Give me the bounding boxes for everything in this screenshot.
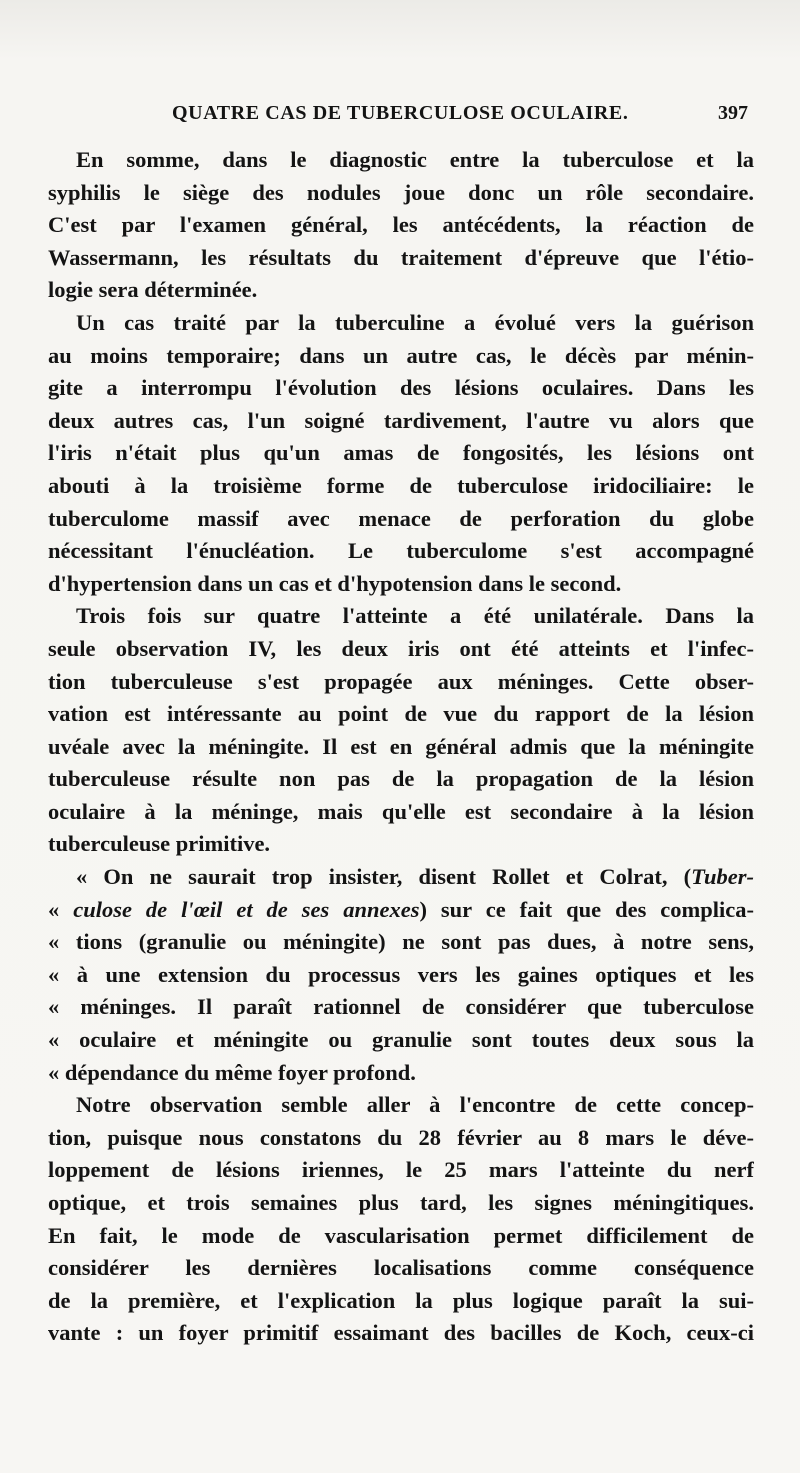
text-line xyxy=(48,1089,754,1122)
text-line xyxy=(48,1057,754,1090)
line-text: Trois fois sur quatre l'atteinte a été unilatérale. Dans la xyxy=(76,603,754,629)
text-line xyxy=(48,959,754,992)
text-line xyxy=(48,796,754,829)
line-text: d'hypertension dans un cas et d'hypotension dans le second. xyxy=(48,570,622,596)
line-text: Wassermann, les résultats du traitement d'épreuve que l'étio- xyxy=(48,244,754,270)
body-text xyxy=(48,144,754,1350)
line-text: Un cas traité par la tuberculine a évolué vers la guérison xyxy=(76,309,754,335)
line-text: C'est par l'examen général, les antécédents, la réaction de xyxy=(48,212,754,238)
line-text: « On ne saurait trop insister, disent Rollet et Colrat, ( xyxy=(76,864,692,890)
text-line xyxy=(48,340,754,373)
text-line xyxy=(48,503,754,536)
text-line xyxy=(48,470,754,503)
text-line xyxy=(48,1122,754,1155)
text-line xyxy=(48,1285,754,1318)
text-line xyxy=(48,372,754,405)
text-line xyxy=(48,763,754,796)
line-text: vation est intéressante au point de vue du rapport de la lésion xyxy=(48,701,754,727)
line-text: de la première, et l'explication la plus logique paraît la sui- xyxy=(48,1287,754,1313)
text-line xyxy=(48,177,754,210)
line-text: « oculaire et méningite ou granulie sont toutes deux sous la xyxy=(48,1027,754,1053)
text-line xyxy=(48,405,754,438)
text-line xyxy=(48,861,754,894)
line-text-after: ) sur ce fait que des complica- xyxy=(419,896,754,922)
text-line xyxy=(48,209,754,242)
page-number: 397 xyxy=(718,102,748,124)
line-text: au moins temporaire; dans un autre cas, le décès par ménin- xyxy=(48,342,754,368)
line-text: En fait, le mode de vascularisation permet difficilement de xyxy=(48,1222,754,1248)
text-line xyxy=(48,828,754,861)
text-line xyxy=(48,535,754,568)
line-text: syphilis le siège des nodules joue donc un rôle secondaire. xyxy=(48,179,754,205)
line-text: nécessitant l'énucléation. Le tuberculome s'est accompagné xyxy=(48,538,754,564)
line-text: « à une extension du processus vers les gaines optiques et les xyxy=(48,961,754,987)
line-text: logie sera déterminée. xyxy=(48,277,258,303)
line-text: gite a interrompu l'évolution des lésions oculaires. Dans les xyxy=(48,375,754,401)
text-line xyxy=(48,1317,754,1350)
line-text: l'iris n'était plus qu'un amas de fongosités, les lésions ont xyxy=(48,440,754,466)
text-line xyxy=(48,926,754,959)
text-line xyxy=(48,1024,754,1057)
line-text: tuberculeuse résulte non pas de la propagation de la lésion xyxy=(48,766,754,792)
line-text: vante : un foyer primitif essaimant des bacilles de Koch, ceux-ci xyxy=(48,1320,754,1346)
text-line xyxy=(48,894,754,927)
line-text: « dépendance du même foyer profond. xyxy=(48,1059,416,1085)
line-text: deux autres cas, l'un soigné tardivement, l'autre vu alors que xyxy=(48,407,754,433)
line-text: optique, et trois semaines plus tard, les signes méningitiques. xyxy=(48,1190,754,1215)
running-title: QUATRE CAS DE TUBERCULOSE OCULAIRE. xyxy=(172,102,629,124)
text-line xyxy=(48,1220,754,1253)
line-text: uvéale avec la méningite. Il est en général admis que la méningite xyxy=(48,733,754,759)
text-line xyxy=(48,437,754,470)
text-line xyxy=(48,568,754,601)
line-text: tion tuberculeuse s'est propagée aux méninges. Cette obser- xyxy=(48,668,754,694)
line-italic-text: culose de l'œil et de ses annexes xyxy=(73,896,420,922)
line-text: considérer les dernières localisations comme conséquence xyxy=(48,1255,754,1281)
text-line xyxy=(48,242,754,275)
text-line xyxy=(48,144,754,177)
line-text: seule observation IV, les deux iris ont été atteints et l'infec- xyxy=(48,635,754,661)
line-text: En somme, dans le diagnostic entre la tuberculose et la xyxy=(76,147,754,172)
line-text: « méninges. Il paraît rationnel de considérer que tuberculose xyxy=(48,994,754,1020)
text-line xyxy=(48,274,754,307)
line-text: oculaire à la méninge, mais qu'elle est secondaire à la lésion xyxy=(48,798,754,824)
text-line xyxy=(48,1187,754,1220)
text-line xyxy=(48,698,754,731)
running-header xyxy=(48,102,748,132)
text-line xyxy=(48,307,754,340)
line-text: Notre observation semble aller à l'encontre de cette concep- xyxy=(76,1092,754,1118)
text-line xyxy=(48,1154,754,1187)
text-line xyxy=(48,731,754,764)
line-text: abouti à la troisième forme de tuberculose iridociliaire: le xyxy=(48,472,754,498)
text-line xyxy=(48,600,754,633)
text-line xyxy=(48,1252,754,1285)
text-line xyxy=(48,633,754,666)
line-text: tion, puisque nous constatons du 28 février au 8 mars le déve- xyxy=(48,1124,754,1150)
line-text: loppement de lésions iriennes, le 25 mars l'atteinte du nerf xyxy=(48,1157,754,1183)
line-text: tuberculome massif avec menace de perforation du globe xyxy=(48,505,754,531)
line-text: « tions (granulie ou méningite) ne sont pas dues, à notre sens, xyxy=(48,929,754,955)
text-line xyxy=(48,991,754,1024)
line-italic-text: Tuber- xyxy=(691,864,754,890)
line-text: tuberculeuse primitive. xyxy=(48,831,271,857)
text-line xyxy=(48,666,754,699)
line-text: « xyxy=(48,896,74,922)
